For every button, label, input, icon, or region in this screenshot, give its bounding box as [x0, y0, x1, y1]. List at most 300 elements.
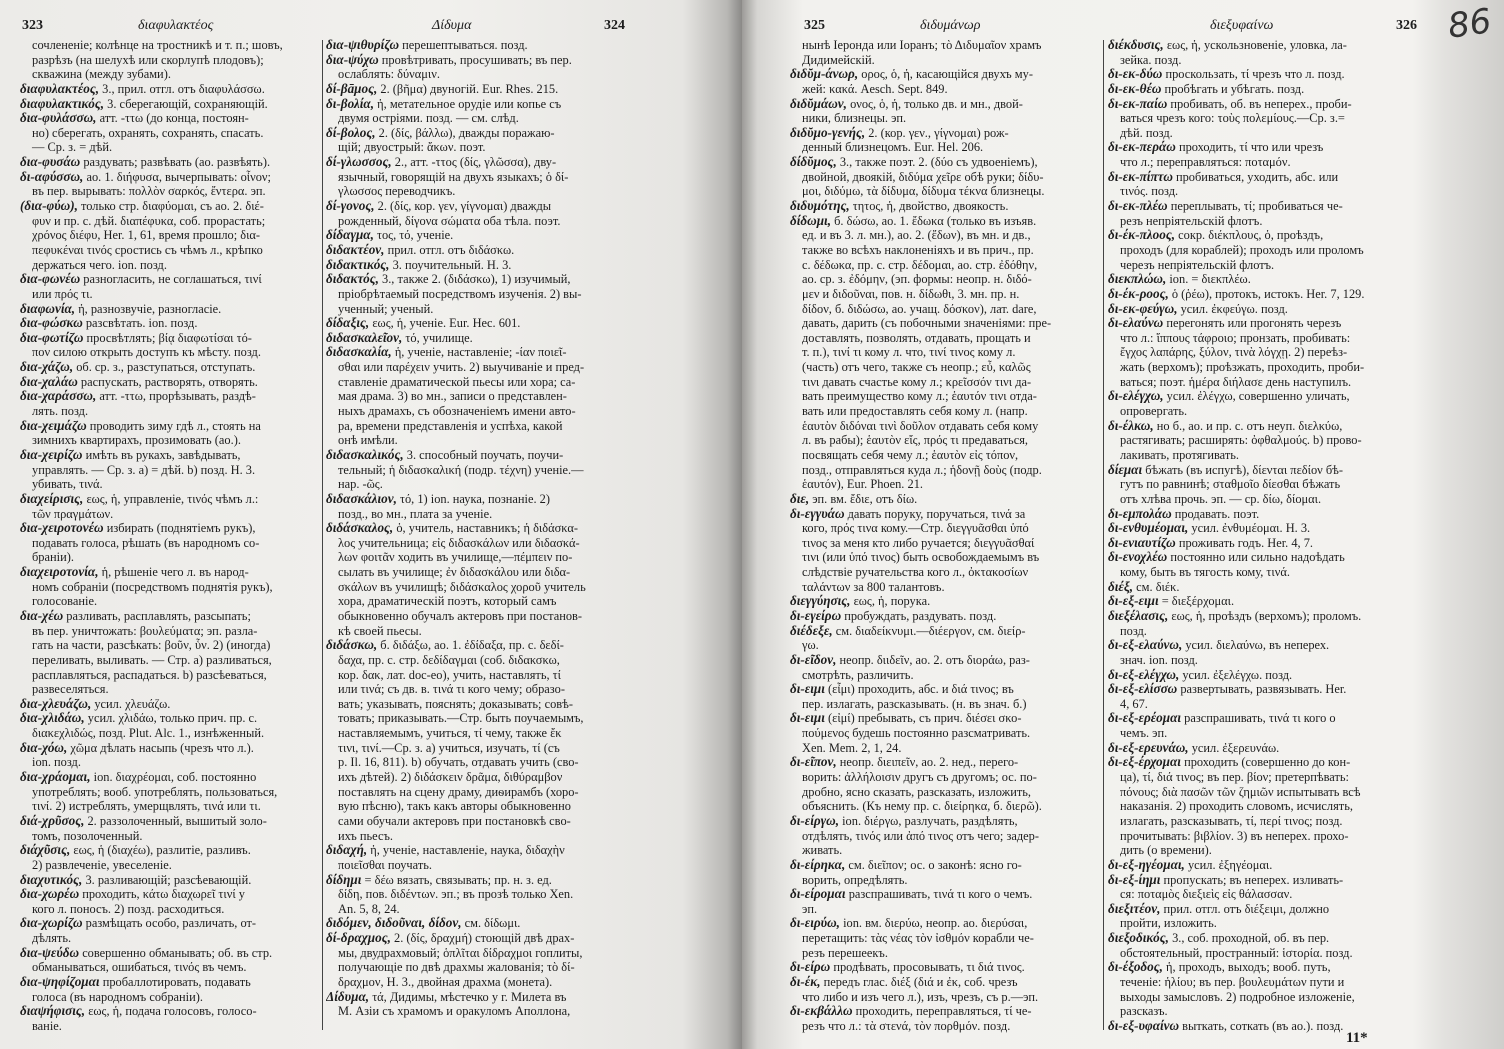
headword: δι-εξ-ερέομαι [1108, 711, 1182, 726]
definition-text: раздувать; развѣвать (ао. развѣять). [83, 155, 271, 170]
definition-text: см. δίδωμι. [464, 916, 521, 931]
headword: διδάσκω, [326, 638, 378, 653]
headword: δι-εξ-ερευνάω, [1108, 740, 1189, 755]
continuation-line: гутъ по равнинѣ; σταθμοῖο δίεσθαι бѣжать [1120, 477, 1341, 492]
definition-text: просвѣтлять; βίᾳ διαφωτίσαι τό- [86, 330, 252, 345]
definition-text: ἡ, проходъ, выходъ; вооб. путь, [1166, 960, 1331, 975]
headword: διεξέλασις, [1108, 608, 1169, 623]
continuation-line: Дидимейскій. [802, 52, 875, 67]
continuation-line: черезъ непріятельскій флотъ. [1120, 257, 1275, 272]
entry-line [20, 814, 320, 829]
entry-line [20, 946, 320, 961]
continuation-line: ваться; поэт. ἡμέρα διήλασε день наступилъ. [1120, 374, 1352, 389]
continuation-line: эп. [802, 901, 818, 916]
continuation-line: сылать въ училище; ἐν διδασκάλου или διδα- [338, 565, 571, 580]
headword: δι-ελέγχω, [1108, 389, 1164, 404]
headword: διδασκάλιον, [326, 491, 397, 506]
definition-text: 3., также 2. (διδάσκω), 1) изучимый, [382, 272, 571, 287]
column-4 [1108, 38, 1410, 1034]
column-divider [322, 40, 323, 1030]
definition-text: см. διέκ. [1136, 579, 1180, 594]
definition-text: усил. ἐνθυμέομαι. H. 3. [1191, 521, 1311, 536]
headword: διδάσκαλος, [326, 521, 394, 536]
entry-line [20, 843, 320, 858]
entry-line [326, 53, 622, 68]
continuation-line: вать или предоставлять себя кому л. (напр. [802, 404, 1028, 419]
entry-line [790, 887, 1100, 902]
entry-line [1108, 741, 1410, 756]
headword: Δίδυμα, [326, 989, 370, 1004]
continuation-line: ion. позд. [32, 755, 81, 770]
continuation-line: δίδη, пов. διδέντων. эп.; въ прозѣ только Xen. [338, 887, 574, 902]
signature-mark: 11* [1346, 1030, 1368, 1046]
headword: δι-εξ-ίημι [1108, 872, 1161, 887]
continuation-line: 2) развлеченіе, увеселеніе. [32, 857, 172, 872]
headword: δι-εξ-υφαίνω [1108, 1018, 1180, 1033]
continuation-line: знач. ion. позд. [1120, 652, 1198, 667]
entry-line [1108, 873, 1410, 888]
continuation-line: пріобрѣтаемый посредствомъ изученія. 2) вы- [338, 286, 582, 301]
continuation-line: ра, времени представленія и успѣха, какой [338, 418, 563, 433]
continuation-line: πεφυκέναι τινός сростись съ чѣмъ л., крѣпко [32, 242, 263, 257]
headword: διδῠμο-γενής, [790, 125, 866, 140]
headword: δι-έκ-ροος, [1108, 286, 1169, 301]
continuation-line: ихъ дѣтей). 2) διδάσκειν δρᾶμα, διθύραμβον [338, 770, 563, 785]
definition-text: τητος, ἡ, двойство, двоякость. [852, 199, 1009, 214]
continuation-line: онѣ имѣли. [338, 433, 398, 448]
definition-text: 3. сберегающій, сохраняющій. [107, 96, 268, 111]
definition-text: усил. χλιδάω, только прич. пр. с. [87, 711, 258, 726]
definition-text: ion. вм. διερύω, неопр. ао. διερύσαι, [843, 916, 1028, 931]
entry-line [790, 199, 1100, 214]
entry-line [326, 199, 622, 214]
headword: δι-ειμι [790, 682, 825, 697]
continuation-line: πόνους; διὰ πασῶν τῶν ζημιῶν испытывать всѣ [1120, 784, 1361, 799]
entry-line [1108, 67, 1410, 82]
headword: δι-εκβάλλω [790, 1004, 853, 1019]
entry-line [326, 126, 622, 141]
continuation-line: прочитывать: βιβλίον. 3) въ неперех. прохо- [1120, 828, 1349, 843]
continuation-line: кому, быть въ тягость кому, τινά. [1120, 565, 1290, 580]
definition-text: 2. (δίς, кор. γεν, γίγνομαι) дважды [377, 199, 552, 214]
definition-text: атт. -ττω, прорѣзывать, раздѣ- [99, 389, 256, 404]
definition-text: постоянно или сильно надоѣдать [1170, 550, 1345, 565]
continuation-line: πούμενος будешь постоянно разсматривать. [802, 726, 1031, 741]
definition-text: 3., прил. отгл. отъ διαφυλάσσω. [102, 81, 265, 96]
continuation-line: зейка. позд. [1120, 52, 1182, 67]
definition-text: 3. способный поучать, поучи- [406, 447, 564, 462]
entry-line [1108, 755, 1410, 770]
continuation-line: лять. позд. [32, 404, 89, 419]
headword: δια-χειρίζω [20, 447, 83, 462]
headword: δια-χλευάζω, [20, 696, 92, 711]
definition-text: проходить (совершенно до кон- [1184, 755, 1351, 770]
headword: δι-εγγυάω [790, 506, 845, 521]
definition-text: ἡ, рѣшеніе чего л. въ народ- [101, 565, 249, 580]
entry-line [326, 316, 622, 331]
continuation-line: томъ, позолоченный. [32, 828, 143, 843]
definition-text: = διεξέρχομαι. [1161, 594, 1235, 609]
headword: δι-έξοδος, [1108, 960, 1163, 975]
entry-line [1108, 507, 1410, 522]
entry-line [1108, 580, 1410, 595]
definition-text: τά, Дидимы, мѣстечко у г. Милета въ [372, 989, 567, 1004]
headword: δια-χαράσσω, [20, 389, 97, 404]
headword: διάχῦσις, [20, 843, 71, 858]
entry-line [326, 38, 622, 53]
headword: δι-εκ-παίω [1108, 96, 1168, 111]
continuation-line: но) сберегать, охранять, сохранять, спасать. [32, 125, 264, 140]
continuation-line: τινί. 2) истреблять, умерщвлять, τινά или τι. [32, 799, 261, 814]
continuation-line: теченіе: ἡλίου; въ пер. βουλευμάτων пути и [1120, 975, 1345, 989]
definition-text: εως, ἡ, управленіе, τινός чѣмъ л.: [86, 491, 259, 506]
headword: δια-χειροτονέω [20, 521, 104, 536]
entry-line [20, 711, 320, 726]
definition-text: усил. ἐξερευνάω. [1191, 740, 1280, 755]
continuation-line: δραχμον, H. 3., двойная драхма (монета). [338, 975, 553, 989]
definition-text: ion. διαχρέομαι, соб. постоянно [93, 770, 257, 785]
entry-line [326, 258, 622, 273]
entry-line [790, 814, 1100, 829]
definition-text: атт. -ττω (до конца, постоян- [99, 111, 249, 126]
continuation-line: дить (о времени). [1120, 843, 1212, 858]
headword: δι-εγείρω [790, 608, 842, 623]
definition-text: проходить, τί что или чрезъ [1178, 140, 1324, 155]
headword: διέξ, [1108, 579, 1134, 594]
headword: δι-ειμι [790, 711, 825, 726]
continuation-line: ваніе. [32, 1018, 62, 1033]
entry-line [20, 492, 320, 507]
headword: δι-εξ-ειμι [1108, 594, 1159, 609]
definition-text: εως, ἡ, подача голосовъ, голосо- [88, 1004, 257, 1019]
continuation-line: τῶν πραγμάτων. [32, 506, 114, 521]
continuation-line: что л.: ἵππους τάφροιο; пронзать, пробивать: [1120, 330, 1351, 345]
headword: δι-εκ-πίπτω [1108, 169, 1173, 184]
continuation-line: двумя остріями. позд. — см. слѣд. [338, 111, 519, 126]
running-head-right: διδυμάνωρ [920, 18, 981, 33]
definition-text: (εἶμι) проходить, абс. и διά τινος; въ [828, 682, 1014, 697]
definition-text: 3., соб. проходной, об. въ пер. [1172, 931, 1330, 946]
definition-text: совершенно обманывать; об. въ стр. [82, 945, 273, 960]
entry-line [20, 97, 320, 112]
entry-line [20, 170, 320, 185]
headword: διά-χρῦσος, [20, 813, 85, 828]
running-head-left: διαφυλακτέος [138, 18, 214, 33]
continuation-line: ποιεῖσθαι поучать. [338, 857, 432, 872]
continuation-line: резъ непріятельскій флотъ. [1120, 213, 1263, 228]
definition-text: имѣть въ рукахъ, завѣдывать, [85, 447, 241, 462]
headword: διεκπλώω, [1108, 272, 1167, 287]
continuation-line: рожденный, δίγονα σώματα оба тѣла. поэт. [338, 213, 561, 228]
headword: διδακτός, [326, 272, 379, 287]
entry-line [790, 594, 1100, 609]
definition-text: усил. ἐλέγχω, совершенно уличать, [1166, 389, 1350, 404]
continuation-line: нынѣ Іеронда или Іоранъ; τὸ Διδυμαῖον храмъ [802, 38, 1042, 52]
definition-text: ἡ, ученіе, наставленіе, наука, διδαχὴν [370, 843, 565, 858]
definition-text: разногласить, не соглашаться, τινί [83, 272, 262, 287]
definition-text: 3., также поэт. 2. (δύο съ удвоеніемъ), [839, 155, 1038, 170]
column-3 [790, 38, 1100, 1034]
entry-line [20, 302, 320, 317]
entry-line [20, 375, 320, 390]
headword: διδυμότης, [790, 199, 850, 214]
entry-line [1108, 521, 1410, 536]
continuation-line: вать; указывать, пояснять; доказывать; совѣ- [338, 696, 573, 711]
continuation-line: дѣй. позд. [1120, 125, 1173, 140]
definition-text: εως, ἡ, ускользновеніе, уловка, ла- [1166, 38, 1347, 52]
definition-text: = δέω вязать, связывать; пр. н. з. ед. [364, 872, 552, 887]
headword: δίεμαι [1108, 462, 1143, 477]
headword: δίδαγμα, [326, 228, 374, 243]
definition-text: τό, училище. [405, 330, 473, 345]
continuation-line: гать на части, разсѣкать: βοῦν, ὗν. 2) (иногда) [32, 638, 271, 653]
headword: διαψήφισις, [20, 1004, 86, 1019]
entry-line [790, 507, 1100, 522]
headword: δια-χλιδάω, [20, 711, 85, 726]
headword: δι-ειρύω, [790, 916, 840, 931]
headword: διεξιτέον, [1108, 901, 1161, 916]
continuation-line: щій; двуострый: ἄκων. поэт. [338, 140, 486, 155]
definition-text: об. ср. з., разступаться, отступать. [76, 360, 256, 375]
continuation-line: отдѣлять, τινός или ἀπό τινος отъ чего; задер- [802, 828, 1039, 843]
definition-text: эп. вм. ἔδιε, отъ δίω. [812, 491, 918, 506]
continuation-line: нар. -ῶς. [338, 477, 383, 492]
continuation-line: ники, близнецы. эп. [802, 111, 907, 126]
entry-line [790, 682, 1100, 697]
continuation-line: δίδον, б. διδώσω, ао. учащ. δόσκον), лат. dare, [802, 301, 1037, 316]
headword: δι-ενθυμέομαι, [1108, 521, 1189, 536]
definition-text: (εἰμί) пребывать, съ прич. διέσει σκο- [828, 711, 1022, 726]
definition-text: б. διδάξω, ао. 1. ἐδίδαξα, пр. с. δεδί- [380, 638, 564, 653]
continuation-line: голоса (въ народномъ собраніи). [32, 989, 203, 1004]
continuation-line: жать (верхомъ); проѣзжать, проходить, проби- [1120, 360, 1365, 375]
headword: διδαχή, [326, 843, 368, 858]
entry-line [326, 843, 622, 858]
entry-line [326, 521, 622, 536]
continuation-line: излагать, разсказывать, τί, περί τινος; позд. [1120, 813, 1343, 828]
continuation-line: получающіе по двѣ драхмы жалованія; τὸ δί- [338, 960, 575, 975]
headword: δι-εξ-ελίσσω [1108, 682, 1178, 697]
continuation-line: доставлять, позволять, отдавать, прощать и [802, 330, 1031, 345]
entry-line [326, 931, 622, 946]
continuation-line: браніи). [32, 550, 74, 565]
column-divider [1103, 40, 1104, 1030]
entry-line [790, 1004, 1100, 1019]
continuation-line: ся: ποταμὸς διεξιεὶς εἰς θάλασσαν. [1120, 887, 1293, 902]
headword: διδῠμ-άνωρ, [790, 67, 859, 82]
definition-text: 2., атт. -ττος (δίς, γλῶσσα), дву- [394, 155, 557, 170]
entry-line [1108, 82, 1410, 97]
definition-text: передъ глас. διέξ (διά и ἐκ, соб. чрезъ [823, 975, 1018, 989]
definition-text: пробивать, об. въ неперех., проби- [1170, 96, 1352, 111]
headword: δια-φυσάω [20, 155, 81, 170]
definition-text: продѣвать, просовывать, τι διά τινος. [833, 960, 1025, 975]
continuation-line: γλωσσος переводчикъ. [338, 184, 456, 199]
continuation-line: λος учительница; εἰς διδασκάλων или διδασκά- [338, 535, 580, 550]
continuation-line: сочлененіе; колѣнце на тростникѣ и т. п.; шовъ, [32, 38, 283, 52]
definition-text: проживать годъ. Her. 4, 7. [1178, 535, 1314, 550]
continuation-line: ца), τί, διά τινος; въ пер. βίον; претерпѣвать: [1120, 770, 1349, 785]
continuation-line: л. въ рабы); ἑαυτὸν εἴς, πρός τι предаваться, [802, 433, 1029, 448]
entry-line [20, 316, 320, 331]
entry-line [326, 272, 622, 287]
continuation-line: позд., отправляться куда л.; ἡδονῇ δοὺς (подр. [802, 462, 1042, 477]
continuation-line: р. Il. 16, 811). b) обучать, отдавать учить (сво- [338, 755, 579, 770]
definition-text: усил. ἐξελέγχω. позд. [1182, 667, 1293, 682]
continuation-line: τινος за меня кто либо ручается; διεγγυᾶσθαί [802, 535, 1035, 550]
entry-line [790, 858, 1100, 873]
headword: δι-είρω [790, 960, 831, 975]
definition-text: εως, ἡ, ученіе. Eur. Hec. 601. [372, 316, 521, 331]
continuation-line: убивать, τινά. [32, 477, 103, 492]
continuation-line: позд., во мн., плата за ученіе. [338, 506, 493, 521]
entry-line [326, 916, 622, 931]
continuation-line: давать, дарить (съ побочными значеніями: пре- [802, 316, 1052, 331]
definition-text: усил. διελαύνω, въ неперех. [1185, 638, 1330, 653]
continuation-line: ἑαυτόν), Eur. Phoen. 21. [802, 477, 923, 492]
headword: δι-εκ-πλέω [1108, 199, 1168, 214]
definition-text: бѣжать (въ испугѣ), δίενται πεδίον бѣ- [1145, 462, 1343, 477]
entry-line [790, 916, 1100, 931]
entry-line [326, 331, 622, 346]
entry-line [20, 887, 320, 902]
headword: δι-εξ-ελέγχω, [1108, 667, 1180, 682]
definition-text: εως, ἡ (διαχέω), разлитіе, разливъ. [73, 843, 251, 858]
entry-line [1108, 858, 1410, 873]
headword: δίδαξις, [326, 316, 370, 331]
headword: διδόμεν, διδοῦναι, δίδον, [326, 916, 462, 931]
entry-line [326, 228, 622, 243]
continuation-line: ослаблять: δύναμιν. [338, 67, 440, 82]
continuation-line: расплавляться, распадаться. b) разсѣеваться, [32, 667, 267, 682]
continuation-line: ученный; ученый. [338, 301, 434, 316]
continuation-line: смотрѣть, различить. [802, 667, 914, 682]
entry-line [20, 448, 320, 463]
continuation-line: An. 5, 8, 24. [338, 901, 400, 916]
definition-text: проводить зиму гдѣ л., стоять на [89, 418, 261, 433]
definition-text: τό, 1) ion. наука, познаніе. 2) [399, 491, 550, 506]
headword: δια-χωρίζω [20, 916, 83, 931]
headword: δι-εῖδον, [790, 652, 837, 667]
entry-line [1108, 389, 1410, 404]
entry-line [326, 82, 622, 97]
entry-line [1108, 419, 1410, 434]
headword: δι-εμπολάω [1108, 506, 1172, 521]
continuation-line: ед. и въ 3. л. мн.), ао. 2. (ἔδων), въ мн. и дв., [802, 228, 1031, 243]
headword: διέδεξε, [790, 623, 833, 638]
continuation-line: ваться чрезъ кого: τοὺς πολεμίους.—Ср. з.= [1120, 111, 1345, 126]
entry-line [790, 960, 1100, 975]
headword: δια-ψιθυρίζω [326, 38, 400, 52]
entry-line [790, 975, 1100, 990]
definition-text: выткать, соткать (въ ао.). позд. [1182, 1018, 1344, 1033]
definition-text: ονος, ὁ, ἡ, только дв. и мн., двой- [850, 96, 1023, 111]
entry-line [20, 975, 320, 990]
continuation-line: позд. [1120, 623, 1147, 638]
entry-line [326, 638, 622, 653]
headword: δι-έκ, [790, 975, 821, 989]
entry-line [1108, 594, 1410, 609]
continuation-line: употреблять; вооб. употреблять, пользоваться, [32, 784, 278, 799]
entry-line [1108, 711, 1410, 726]
entry-line [1108, 316, 1410, 331]
entry-line [326, 990, 622, 1005]
continuation-line: двойной, двоякій, διδύμα χεῖρε обѣ руки; δίδυ- [802, 169, 1044, 184]
continuation-line: ставленіе драматической пьесы или хора; са- [338, 374, 576, 389]
continuation-line: ао. ср. з. ἐδόμην, (эп. формы: неопр. н. διδό- [802, 272, 1032, 287]
headword: δι-εκ-περάω [1108, 140, 1176, 155]
entry-line [790, 67, 1100, 82]
continuation-line: с. δέδωκα, пр. с. стр. δέδομαι, ао. стр. ἐδόθην, [802, 257, 1038, 272]
headword: δι-εκ-φεύγω, [1108, 301, 1178, 316]
continuation-line: держаться чего. ion. позд. [32, 257, 167, 272]
entry-line [326, 448, 622, 463]
running-head-right-2: διεξυφαίνω [1210, 18, 1274, 33]
definition-text: пробаллотировать, подавать [102, 975, 251, 989]
entry-line [20, 521, 320, 536]
entry-line [20, 1004, 320, 1019]
continuation-line: мы, двудрахмовый; ὁπλῖται δίδραχμοι гоплиты, [338, 945, 583, 960]
continuation-line: вую пѣсню), такъ какъ авторы обыкновенно [338, 799, 572, 814]
continuation-line: разрѣзъ (на шелухѣ или скорлупѣ плодовъ); [32, 52, 264, 67]
entry-line [790, 609, 1100, 624]
continuation-line: ныхъ драмахъ, съ обозначеніемъ имени авто- [338, 404, 576, 419]
continuation-line: жей: κακά. Aesch. Sept. 849. [802, 81, 948, 96]
continuation-line: лакивать, протягивать. [1120, 447, 1240, 462]
headword: διαφωνία, [20, 301, 76, 316]
continuation-line: обстоятельный, пространный: ἱστορία. позд. [1120, 945, 1353, 960]
continuation-line: обманываться, ошибаться, τινός въ чемъ. [32, 960, 247, 975]
continuation-line: денный близнецомъ. Eur. Hel. 206. [802, 140, 984, 155]
definition-text: перегонять или прогонять черезъ [1166, 316, 1342, 331]
continuation-line: μεν и διδοῦναι, пов. н. δίδωθι, 3. мн. пр. н. [802, 286, 1020, 301]
entry-line [20, 199, 320, 214]
continuation-line: тельный; ἡ διδασκαλική (подр. τέχνη) ученіе.— [338, 462, 584, 477]
entry-line [20, 419, 320, 434]
continuation-line: посвящать себя чему л.; ἑαυτὸν εἰς τόπον, [802, 447, 1019, 462]
headword: διαχυτικός, [20, 872, 83, 887]
entry-line [790, 126, 1100, 141]
continuation-line: чемъ. эп. [1120, 726, 1168, 741]
continuation-line: σθαι или παρέχειν учить. 2) выучиваніе и пред- [338, 360, 585, 375]
entry-line [1108, 668, 1410, 683]
headword: δί-γλωσσος, [326, 155, 392, 170]
entry-line [790, 155, 1100, 170]
continuation-line: μοι, διδύμω, τὰ δίδυμα, δίδυμα τέκνα близнецы. [802, 184, 1045, 199]
definition-text: ορος, ὁ, ἡ, касающійся двухъ му- [861, 67, 1033, 82]
entry-line [790, 214, 1100, 229]
continuation-line: номъ собраніи (посредствомъ поднятія рукъ), [32, 579, 273, 594]
definition-text: ао. 1. διήφυσα, вычерпывать: οἶνον; [86, 169, 271, 184]
definition-text: пробуждать, раздувать. позд. [844, 608, 997, 623]
definition-text: εως, ἡ, порука. [853, 594, 931, 609]
continuation-line: что либо и изъ чего л.), изъ, чрезъ, съ р.—эп. [802, 989, 1039, 1004]
continuation-line: λων φοιτᾶν ходить въ училище,—πέμπειν по- [338, 550, 573, 565]
entry-line [1108, 902, 1410, 917]
headword: δίδωμι, [790, 213, 832, 228]
entry-line [790, 624, 1100, 639]
continuation-line: τινι, τινί.—Ср. з. a) учиться, изучать, τί (съ [338, 740, 560, 755]
headword: (δια-φύω), [20, 199, 78, 214]
continuation-line: пройти, изложить. [1120, 916, 1217, 931]
entry-line [1108, 609, 1410, 624]
continuation-line: М. Азіи съ храмомъ и оракуломъ Аполлона, [338, 1004, 571, 1019]
continuation-line: 4, 67. [1120, 696, 1148, 711]
continuation-line: наказанія. 2) проходить словомъ, исчислять, [1120, 799, 1353, 814]
headword: δια-χάζω, [20, 360, 74, 375]
definition-text: проходить, переправляться, τί че- [855, 1004, 1032, 1019]
headword: δίδημι [326, 872, 362, 887]
